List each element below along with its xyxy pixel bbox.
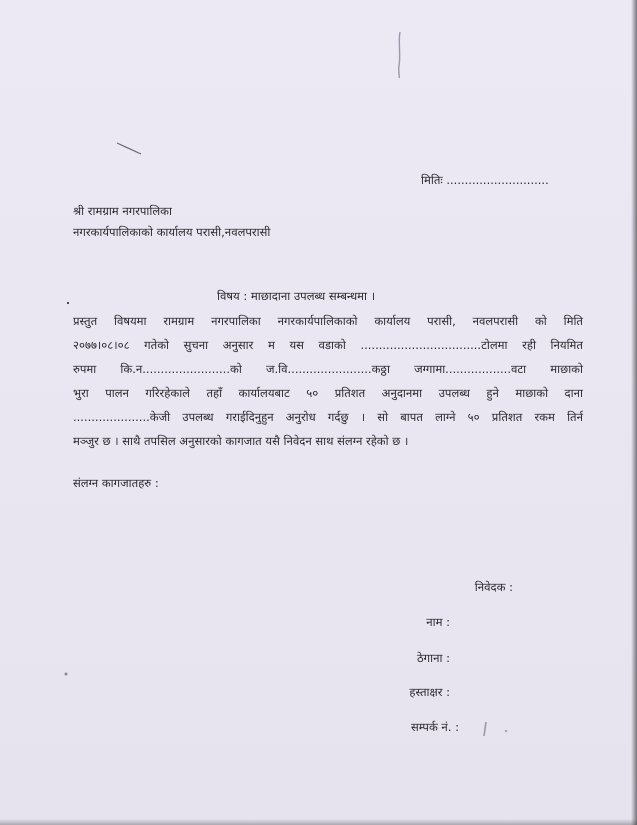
body-line: २०७७।०८।०८ गतेको सुचना अनुसार म यस वडाको .................................टोलमा रही नियमित	[73, 338, 583, 352]
name-label: नाम :	[426, 615, 450, 629]
recipient-line-1: श्री रामग्राम नगरपालिका	[73, 204, 172, 218]
contact-label: सम्पर्क नं. :	[410, 720, 459, 734]
date-line: मितिः ............................	[421, 173, 549, 187]
body-line: प्रस्तुत विषयमा रामग्राम नगरपालिका नगरकार्यपालिकाको कार्यालय परासी, नवलपरासी को मिति	[73, 314, 583, 328]
scan-dot	[62, 670, 70, 678]
pen-stroke-left	[115, 140, 145, 160]
address-label: ठेगाना :	[416, 651, 450, 665]
body-line: मञ्जुर छ । साथै तपसिल अनुसारको कागजात यसै निवेदन साथ संलग्न रहेको छ ।	[73, 434, 409, 448]
ink-mark-contact	[478, 718, 518, 742]
applicant-label: निवेदक :	[474, 580, 513, 594]
body-line: भुरा पालन गरिरहेकाले तहाँ कार्यालयबाट ५० प्रतिशत अनुदानमा उपलब्ध हुने माछाको दाना	[73, 386, 583, 400]
signature-label: हस्ताक्षर :	[409, 685, 450, 699]
subject-line: विषय : माछादाना उपलब्ध सम्बन्धमा ।	[217, 289, 376, 303]
scan-edge-bottom	[0, 819, 637, 825]
attachments-label: संलग्न कागजातहरु :	[73, 476, 159, 490]
body-line: .....................केजी उपलब्ध गराईदिनुहुन अनुरोध गर्दछु । सो बापत लाग्ने ५० प्रतिशत रकम तिर्न	[73, 410, 583, 424]
pen-stroke-top	[390, 30, 410, 80]
scan-edge-right	[631, 0, 637, 825]
body-paragraph	[73, 316, 583, 456]
scan-dot-left	[65, 300, 71, 306]
body-line: रुपमा कि.न........................को ज.वि.......................कठ्ठा जग्गामा..................वटा माछाको	[73, 362, 583, 376]
recipient-line-2: नगरकार्यपालिकाको कार्यालय परासी,नवलपरासी	[73, 225, 271, 239]
